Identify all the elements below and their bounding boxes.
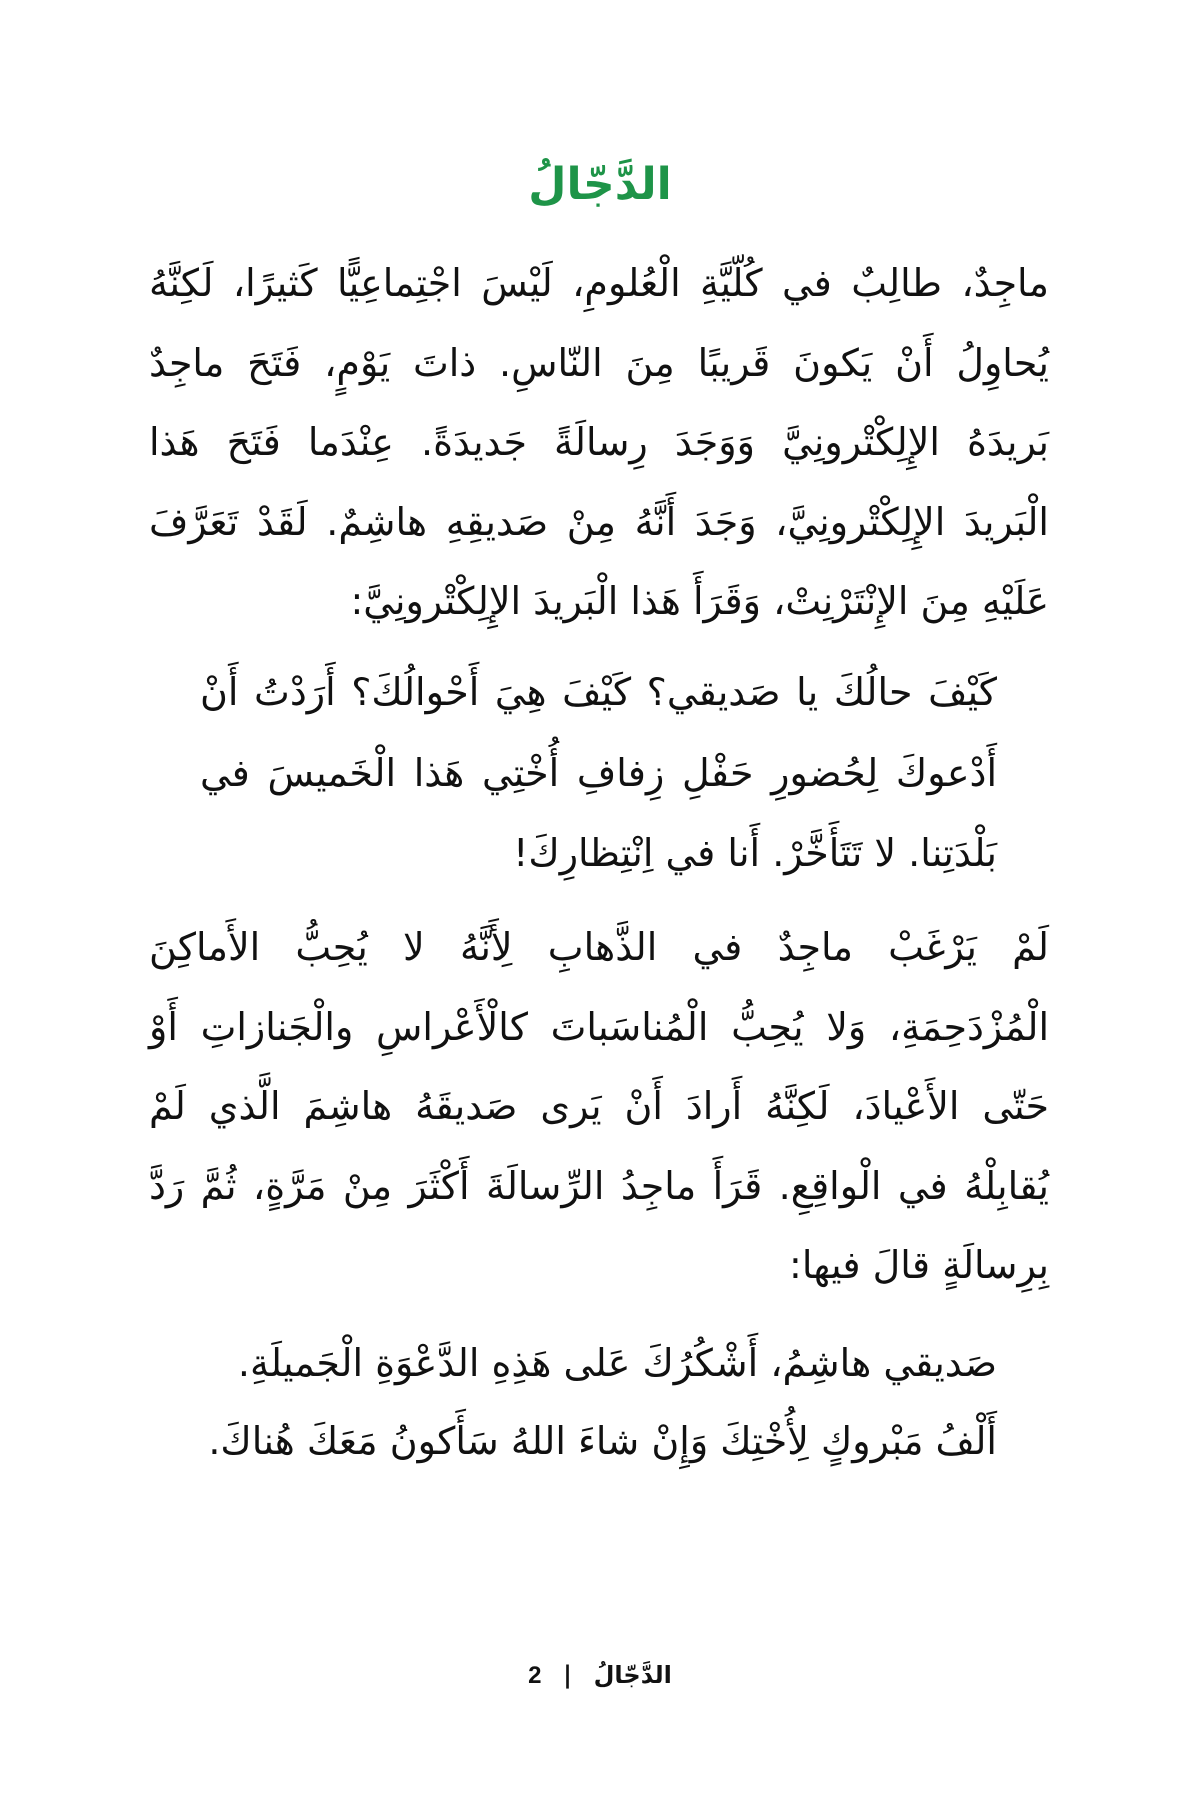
paragraph-line: ماجِدٌ، طالِبٌ في كُلّيَّةِ الْعُلومِ، لَيْسَ اجْتِماعِيًّا كَثيرًا، لَكِنَّهُ (149, 261, 1049, 305)
reply-quote-majed (200, 1324, 997, 1480)
quote-line: صَديقي هاشِمُ، أَشْكُرُكَ عَلى هَذِهِ الدَّعْوَةِ الْجَميلَةِ. (237, 1341, 997, 1385)
footer-separator: | (563, 1661, 572, 1689)
paragraph-line: بَريدَهُ الإِلِكْتْرونِيَّ وَوَجَدَ رِسالَةً جَديدَةً. عِنْدَما فَتَحَ هَذا (149, 420, 1049, 464)
quote-line: بَلْدَتِنا. لا تَتَأَخَّرْ. أَنا في اِنْتِظارِكَ! (513, 831, 997, 875)
paragraph-line: عَلَيْهِ مِنَ الإِنْتَرْنِتْ، وَقَرَأَ هَذا الْبَريدَ الإِلِكْتْرونِيَّ: (350, 579, 1049, 623)
paragraph-line: يُقابِلْهُ في الْواقِعِ. قَرَأَ ماجِدُ الرِّسالَةَ أَكْثَرَ مِنْ مَرَّةٍ، ثُمَّ رَدَّ (149, 1163, 1049, 1208)
paragraph-2 (149, 908, 1049, 1306)
quote-line: أَدْعوكَ لِحُضورِ حَفْلِ زِفافِ أُخْتِي هَذا الْخَميسَ في (200, 750, 997, 795)
quote-line: كَيْفَ حالُكَ يا صَديقي؟ كَيْفَ هِيَ أَحْوالُكَ؟ أَرَدْتُ أَنْ (200, 670, 997, 714)
paragraph-1 (149, 244, 1049, 642)
paragraph-line: حَتّى الأَعْيادَ، لَكِنَّهُ أَرادَ أَنْ يَرى صَديقَهُ هاشِمَ الَّذي لَمْ (149, 1084, 1049, 1128)
paragraph-line: لَمْ يَرْغَبْ ماجِدٌ في الذَّهابِ لِأَنَّهُ لا يُحِبُّ الأَماكِنَ (149, 925, 1049, 969)
paragraph-line: يُحاوِلُ أَنْ يَكونَ قَريبًا مِنَ النّاسِ. ذاتَ يَوْمٍ، فَتَحَ ماجِدٌ (149, 340, 1049, 385)
quote-line: أَلْفُ مَبْروكٍ لِأُخْتِكَ وَإِنْ شاءَ اللهُ سَأَكونُ مَعَكَ هُناكَ. (208, 1419, 997, 1463)
paragraph-line: الْمُزْدَحِمَةِ، وَلا يُحِبُّ الْمُناسَباتَ كالْأَعْراسِ والْجَنازاتِ أَوْ (149, 1004, 1049, 1049)
page-number: 2 (528, 1662, 542, 1689)
footer-book-title: الدَّجّالُ (593, 1661, 672, 1689)
email-quote-hashem (200, 652, 997, 894)
paragraph-line: بِرِسالَةٍ قالَ فيها: (789, 1243, 1049, 1287)
paragraph-line: الْبَريدَ الإِلِكْتْرونِيَّ، وَجَدَ أَنَّهُ مِنْ صَديقِهِ هاشِمٌ. لَقَدْ تَعَرَّفَ (149, 499, 1049, 544)
page-footer (0, 1655, 1200, 1696)
page-title: الدَّجّالُ (528, 159, 672, 210)
